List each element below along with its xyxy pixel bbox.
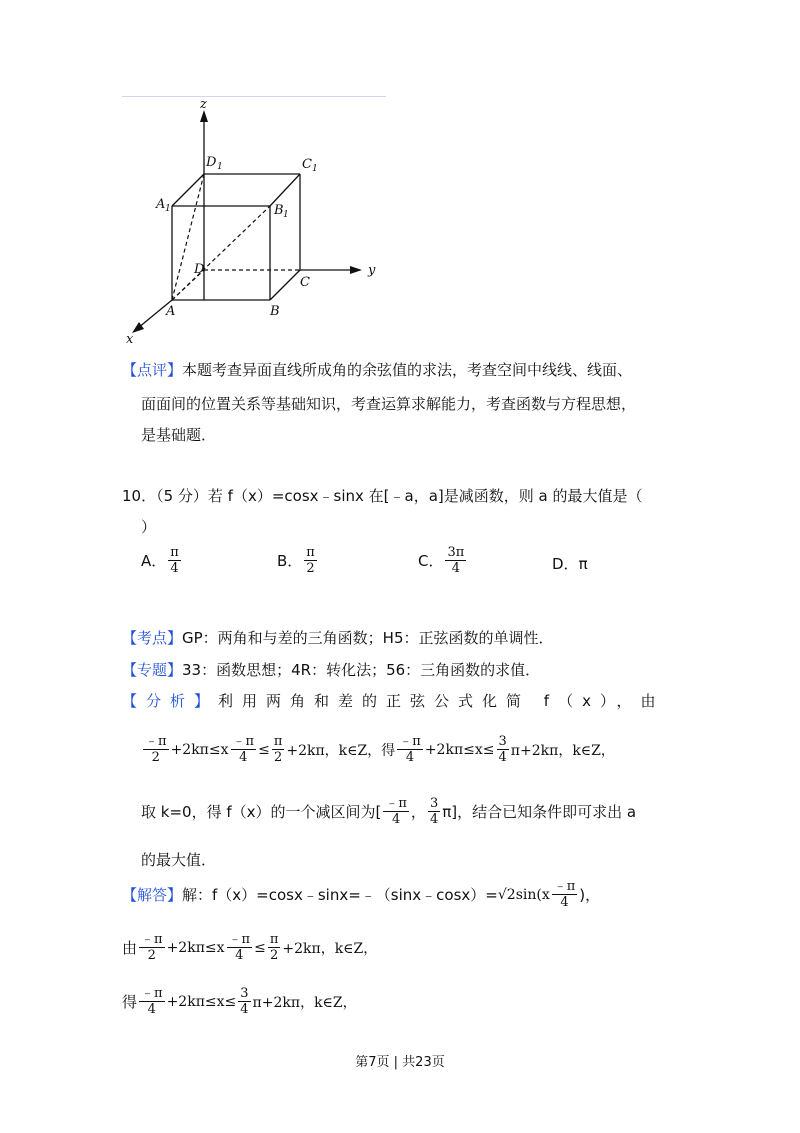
- page-footer: 第7页 | 共23页: [355, 1055, 445, 1070]
- label-A1: A: [156, 197, 166, 212]
- svg-text:1: 1: [217, 162, 223, 172]
- comment-tag: 【点评】: [122, 361, 183, 379]
- option-a: A． $\frac{\pi}{4}$: [141, 545, 179, 576]
- solution-line1: 【解答】 解：f（x）=cosx﹣sinx=﹣（sinx﹣cosx）= √2sin(x $\frac{﹣\pi}{4}$ )，: [122, 879, 601, 910]
- label-C1: C: [302, 157, 312, 172]
- label-B: B: [270, 304, 280, 319]
- comment-line2: 面面间的位置关系等基础知识，考查运算求解能力，考查函数与方程思想，: [141, 395, 637, 413]
- label-z: z: [200, 97, 207, 112]
- solution-line3: 得 $\frac{﹣\pi}{4}$ +2kπ≤x≤ $\frac{3}{4}$ π+2kπ，k∈Z，: [122, 986, 357, 1017]
- svg-text:1: 1: [312, 164, 318, 174]
- svg-text:1: 1: [165, 204, 171, 214]
- svg-text:1: 1: [283, 210, 289, 220]
- option-b: B． $\frac{\pi}{2}$: [277, 545, 315, 576]
- cube-figure: [120, 96, 390, 346]
- analysis-line4: 的最大值．: [141, 851, 217, 869]
- analysis-line2: $\frac{﹣\pi}{2}$ +2kπ≤x $\frac{﹣\pi}{4}$ ≤ $\frac{\pi}{2}$ +2kπ，k∈Z，得 $\frac{﹣\pi}{4}$ +2kπ≤x≤ $\frac{3}{4}$ π+2kπ，k∈Z，: [145, 734, 615, 765]
- label-x: x: [126, 332, 134, 346]
- option-d: D． π: [552, 554, 588, 573]
- label-A: A: [166, 304, 176, 319]
- option-c: C． $\frac{3\pi}{4}$: [418, 545, 465, 576]
- label-y: y: [368, 263, 376, 278]
- q10-close-paren: ）: [141, 518, 157, 536]
- label-B1: B: [274, 203, 284, 218]
- label-C: C: [300, 275, 310, 290]
- analysis-line1: 【分析】利用两角和差的正弦公式化简 f（x），由: [122, 692, 665, 710]
- q10-stem: 10．（5 分）若 f（x）=cosx﹣sinx 在[﹣a，a]是减函数，则 a 的最大值是（: [122, 487, 643, 505]
- zhuanti: 【专题】33：函数思想；4R：转化法；56：三角函数的求值．: [122, 661, 541, 679]
- solution-line2: 由 $\frac{﹣\pi}{2}$ +2kπ≤x $\frac{﹣\pi}{4}$ ≤ $\frac{\pi}{2}$ +2kπ，k∈Z，: [122, 932, 378, 963]
- label-D1: D: [206, 155, 217, 170]
- analysis-line3: 取 k=0，得 f（x）的一个减区间为[ $\frac{﹣\pi}{4}$ ， $\frac{3}{4}$ π]，结合已知条件即可求出 a: [141, 796, 637, 827]
- comment-line3: 是基础题．: [141, 426, 217, 444]
- label-D: D: [194, 262, 205, 277]
- kaodian: 【考点】GP：两角和与差的三角函数；H5：正弦函数的单调性．: [122, 629, 554, 647]
- comment-line1: 【点评】本题考查异面直线所成角的余弦值的求法，考查空间中线线、线面、: [122, 361, 633, 379]
